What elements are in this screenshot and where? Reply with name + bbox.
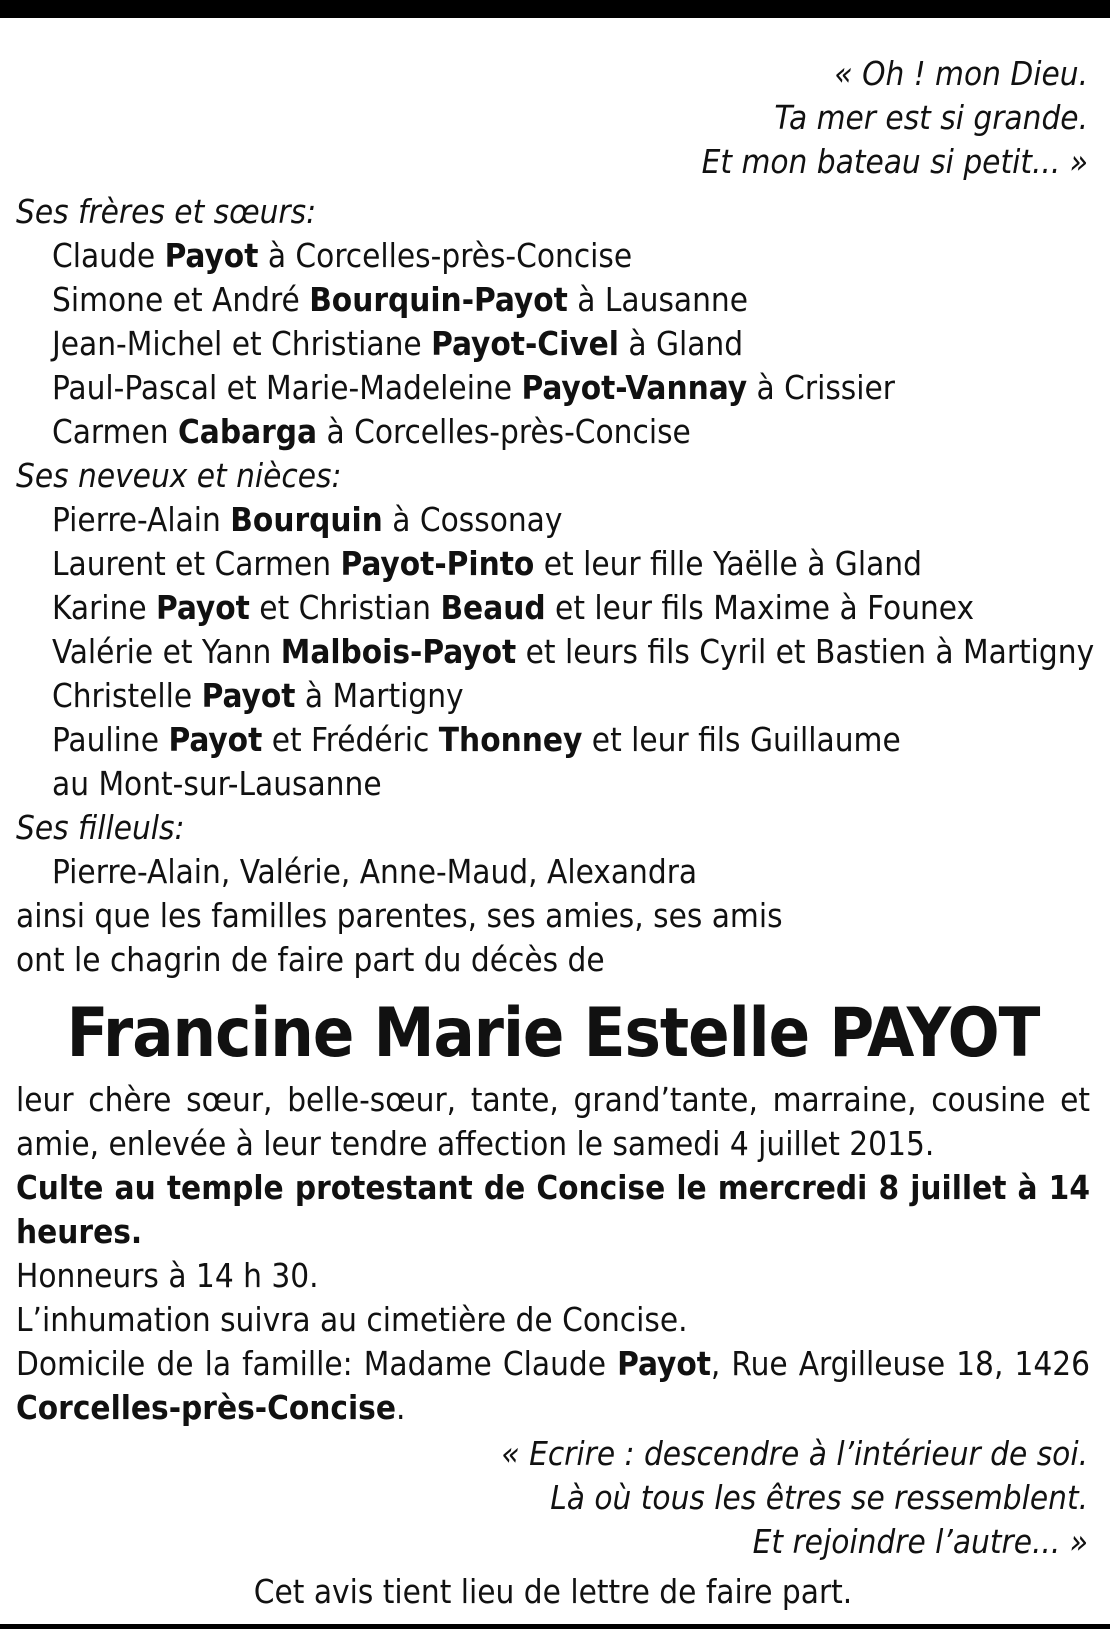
closing-quote [16, 1432, 1090, 1564]
domicile-place: Corcelles-près-Concise [16, 1388, 396, 1427]
entry-text: au Mont-sur-Lausanne [52, 764, 382, 803]
entry-text: à Corcelles-près-Concise [258, 236, 633, 275]
obituary-notice [16, 52, 1095, 1614]
relative-entry [16, 630, 1095, 674]
deceased-name: Francine Marie Estelle PAYOT [66, 994, 1040, 1073]
family-name: Payot-Civel [431, 324, 619, 363]
quote-line: Là où tous les êtres se ressemblent. [550, 1478, 1088, 1517]
family-name: Thonney [438, 720, 583, 759]
quote-line: Et rejoindre l’autre... » [752, 1522, 1088, 1561]
quote-line: « Ecrire : descendre à l’intérieur de soi. [501, 1434, 1088, 1473]
family-name: Bourquin-Payot [309, 280, 568, 319]
quote-line: « Oh ! mon Dieu. [834, 54, 1088, 93]
relative-entry [16, 542, 1090, 586]
family-name: Cabarga [178, 412, 318, 451]
relative-entry [16, 586, 1090, 630]
relative-entry [16, 410, 1090, 454]
quote-line: Ta mer est si grande. [774, 98, 1088, 137]
entry-text: à Cossonay [382, 500, 563, 539]
entry-text: Claude [52, 236, 165, 275]
section-heading: Ses neveux et nièces: [16, 456, 342, 495]
entry-text: Pierre-Alain [52, 500, 231, 539]
relative-entry [16, 278, 1090, 322]
family-name: Payot [156, 588, 250, 627]
entry-text: à Corcelles-près-Concise [317, 412, 691, 451]
relative-entry [16, 322, 1090, 366]
family-domicile [16, 1342, 1090, 1430]
entry-text: et Frédéric [262, 720, 439, 759]
family-name: Payot [201, 676, 296, 715]
family-name: Bourquin [230, 500, 383, 539]
entry-text: Laurent et Carmen [52, 544, 341, 583]
entry-text: à Crissier [747, 368, 895, 407]
section-heading: Ses filleuls: [16, 808, 185, 847]
announcement-line: ont le chagrin de faire part du décès de [16, 940, 605, 979]
family-name: Payot [168, 720, 263, 759]
entry-text: à Martigny [295, 676, 464, 715]
family-name: Malbois-Payot [280, 632, 517, 671]
siblings-list [16, 234, 1090, 454]
domicile-name: Payot [617, 1344, 711, 1383]
domicile-address: , Rue Argilleuse 18, 1426 [710, 1344, 1090, 1383]
entry-text: et Christian [249, 588, 441, 627]
entry-text: Carmen [52, 412, 178, 451]
entry-text: et leur fils Guillaume [582, 720, 901, 759]
opening-quote [16, 52, 1090, 184]
family-name: Payot [164, 236, 259, 275]
family-name: Payot-Pinto [340, 544, 535, 583]
entry-text: Pierre-Alain, Valérie, Anne-Maud, Alexandra [52, 852, 698, 891]
entry-text: Christelle [52, 676, 202, 715]
quote-line: Et mon bateau si petit... » [701, 142, 1088, 181]
burial-line: L’inhumation suivra au cimetière de Concise. [16, 1300, 688, 1339]
relative-entry [16, 762, 1090, 806]
relative-entry [16, 850, 1090, 894]
entry-text: et leurs fils Cyril et Bastien à Martigny [516, 632, 1095, 671]
family-name: Beaud [440, 588, 546, 627]
godchildren-list [16, 850, 1090, 894]
nephews-section [16, 454, 1095, 806]
top-border [0, 0, 1110, 18]
domicile-prefix: Domicile de la famille: Madame Claude [16, 1344, 618, 1383]
entry-text: Jean-Michel et Christiane [52, 324, 432, 363]
relative-entry [16, 498, 1090, 542]
relative-entry [16, 674, 1090, 718]
relative-entry [16, 718, 1090, 762]
entry-text: Simone et André [52, 280, 310, 319]
relative-entry [16, 366, 1090, 410]
entry-text: à Lausanne [567, 280, 749, 319]
entry-text: et leur fille Yaëlle à Gland [534, 544, 922, 583]
section-heading: Ses frères et sœurs: [16, 192, 317, 231]
godchildren-section [16, 806, 1090, 894]
description-paragraph: leur chère sœur, belle-sœur, tante, grand’tante, marraine, cousine et amie, enlevée à leur tendre affection le samedi 4 juillet 2015. [16, 1080, 1090, 1163]
entry-text: Paul-Pascal et Marie-Madeleine [52, 368, 522, 407]
entry-text: à Gland [618, 324, 744, 363]
family-name: Payot-Vannay [521, 368, 748, 407]
nephews-list [16, 498, 1095, 806]
entry-text: Pauline [52, 720, 169, 759]
relative-entry [16, 234, 1090, 278]
entry-text: et leur fils Maxime à Founex [545, 588, 975, 627]
entry-text: Valérie et Yann [52, 632, 281, 671]
entry-text: Karine [52, 588, 157, 627]
service-announcement: Culte au temple protestant de Concise le mercredi 8 juillet à 14 heures. [16, 1168, 1090, 1251]
siblings-section [16, 190, 1090, 454]
footer-note: Cet avis tient lieu de lettre de faire part. [253, 1572, 853, 1611]
honors-line: Honneurs à 14 h 30. [16, 1256, 319, 1295]
families-line: ainsi que les familles parentes, ses amies, ses amis [16, 896, 783, 935]
domicile-suffix: . [396, 1388, 406, 1427]
bottom-border [0, 1624, 1110, 1629]
